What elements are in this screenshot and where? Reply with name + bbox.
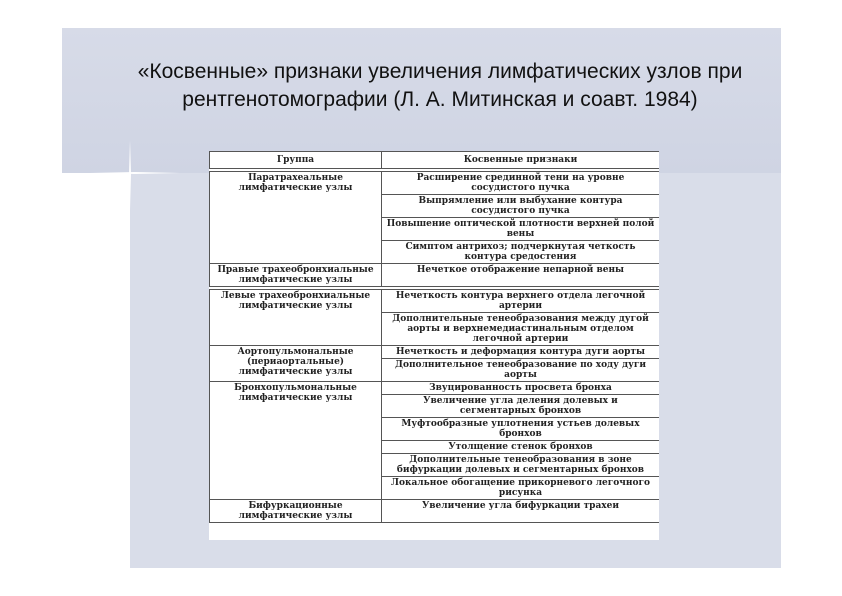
sparkle-decoration [129,140,131,210]
sign-cell: Дополнительное тенеобразование по ходу дуги аорты [382,359,660,382]
group-cell: Правые трахеобронхиальные лимфатические узлы [210,264,382,287]
sign-cell: Дополнительные тенеобразования между дугой аорты и верхнемедиастинальным отделом легочной артерии [382,313,660,346]
sign-cell: Повышение оптической плотности верхней полой вены [382,218,660,241]
sign-cell: Утолщение стенок бронхов [382,441,660,454]
signs-table [209,151,659,523]
header-signs: Косвенные признаки [382,152,660,169]
sign-cell: Выпрямление или выбухание контура сосудистого пучка [382,195,660,218]
table-row [210,290,660,313]
group-cell: Бронхопульмональные лимфатические узлы [210,382,382,500]
group-cell: Бифуркационные лимфатические узлы [210,500,382,523]
sign-cell: Симптом антрихоз; подчеркнутая четкость контура средостения [382,241,660,264]
sign-cell: Нечеткость контура верхнего отдела легочной артерии [382,290,660,313]
table-row [210,346,660,359]
table-header-row [210,152,660,169]
sign-cell: Локальное обогащение прикорневого легочного рисунка [382,477,660,500]
sign-cell: Увеличение угла деления долевых и сегментарных бронхов [382,395,660,418]
table-row [210,382,660,395]
sign-cell: Звуцированность просвета бронха [382,382,660,395]
sign-cell: Увеличение угла бифуркации трахеи [382,500,660,523]
group-cell: Левые трахеобронхиальные лимфатические узлы [210,290,382,346]
table-row [210,500,660,523]
sign-cell: Нечеткость и деформация контура дуги аорты [382,346,660,359]
group-cell: Аортопульмональные (периаортальные) лимфатические узлы [210,346,382,382]
group-cell: Паратрахеальные лимфатические узлы [210,172,382,264]
header-group: Группа [210,152,382,169]
slide-title: «Косвенные» признаки увеличения лимфатических узлов при рентгенотомографии (Л. А. Митинская и соавт. 1984) [137,60,743,111]
sign-cell: Расширение срединной тени на уровне сосудистого пучка [382,172,660,195]
sign-cell: Нечеткое отображение непарной вены [382,264,660,287]
sign-cell: Муфтообразные уплотнения устьев долевых бронхов [382,418,660,441]
table-row [210,264,660,287]
table-row [210,172,660,195]
signs-table-image [209,151,659,540]
sparkle-decoration [90,172,180,174]
sign-cell: Дополнительные тенеобразования в зоне бифуркации долевых и сегментарных бронхов [382,454,660,477]
